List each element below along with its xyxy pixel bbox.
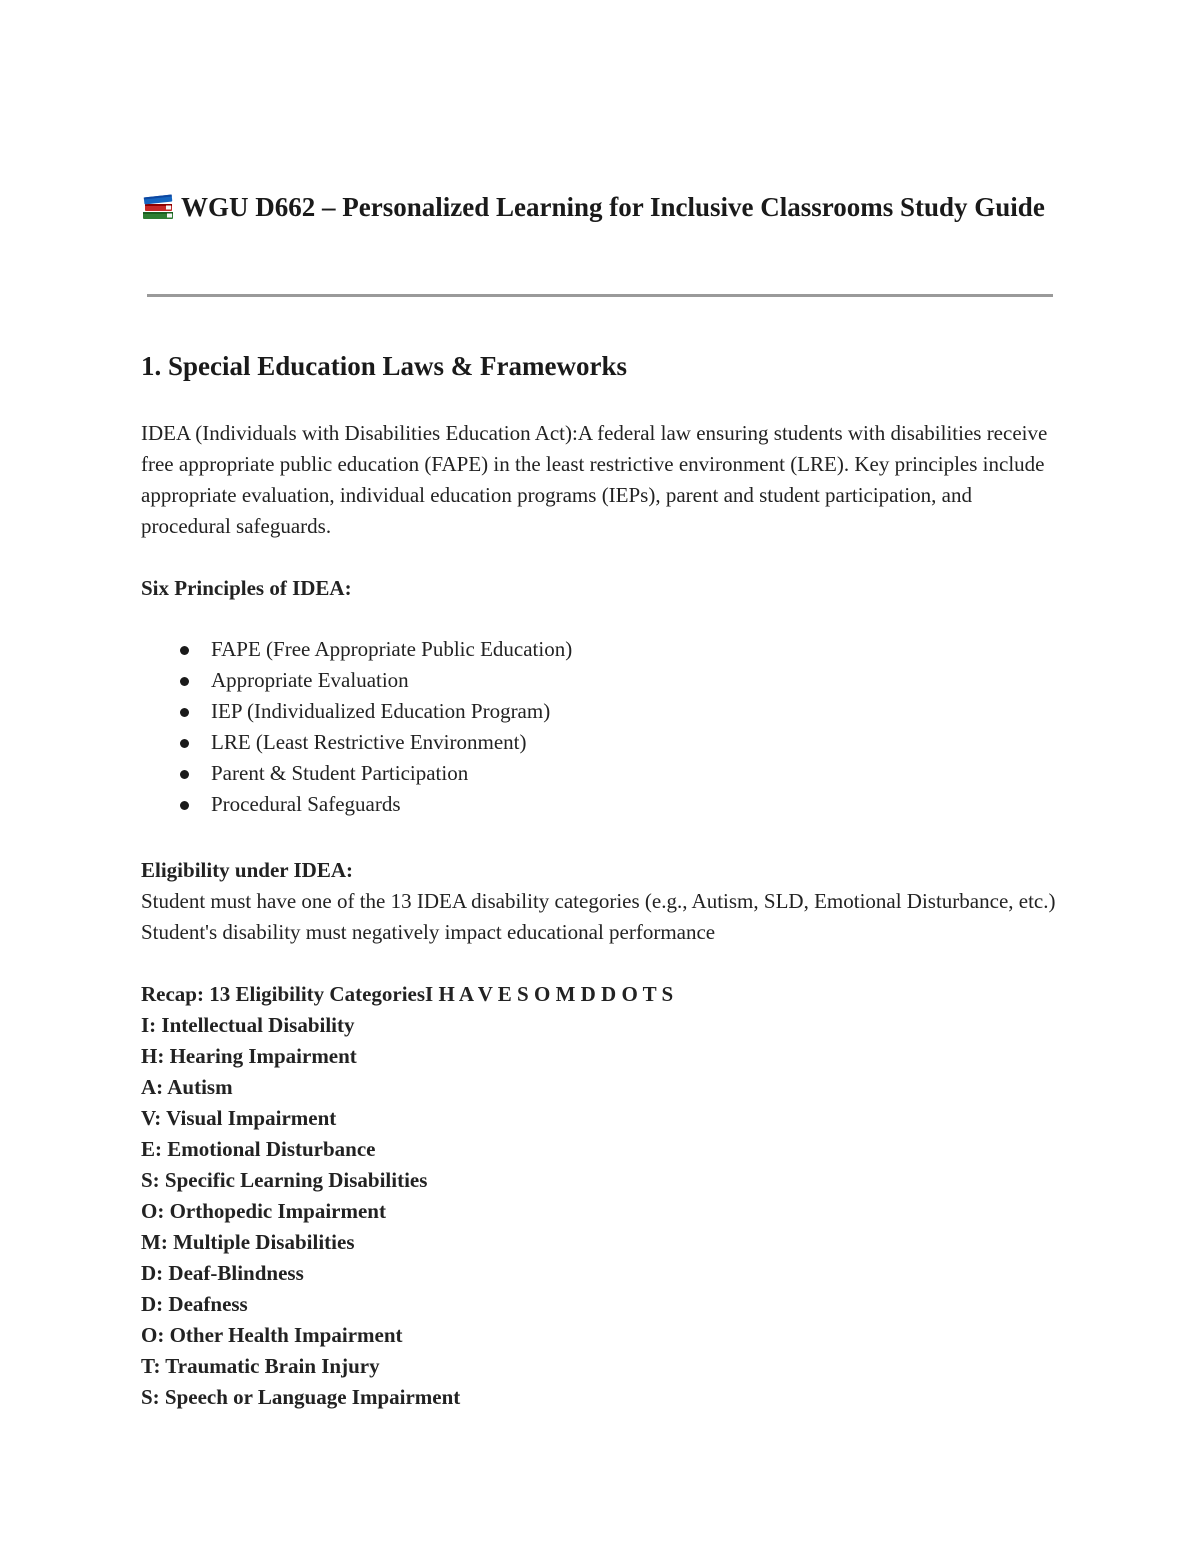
bullet-icon	[180, 708, 189, 717]
eligibility-heading: Eligibility under IDEA:	[141, 858, 353, 882]
document-title	[141, 188, 1061, 226]
list-item: D: Deafness	[141, 1292, 248, 1316]
list-item: T: Traumatic Brain Injury	[141, 1354, 380, 1378]
bullet-icon	[180, 739, 189, 748]
list-item: O: Orthopedic Impairment	[141, 1199, 386, 1223]
horizontal-divider	[147, 294, 1053, 297]
list-item: Parent & Student Participation	[141, 758, 572, 789]
list-item: E: Emotional Disturbance	[141, 1137, 376, 1161]
list-item: Procedural Safeguards	[141, 789, 572, 820]
list-item: LRE (Least Restrictive Environment)	[141, 727, 572, 758]
list-item: IEP (Individualized Education Program)	[141, 696, 572, 727]
list-item: FAPE (Free Appropriate Public Education)	[141, 634, 572, 665]
document-page	[141, 188, 1061, 1409]
list-item: A: Autism	[141, 1075, 233, 1099]
bullet-icon	[180, 770, 189, 779]
books-icon	[141, 192, 175, 220]
list-item: D: Deaf-Blindness	[141, 1261, 304, 1285]
list-item: S: Speech or Language Impairment	[141, 1385, 461, 1409]
list-item: O: Other Health Impairment	[141, 1323, 403, 1347]
recap-heading: Recap: 13 Eligibility CategoriesI H A V E S O M D D O T S	[141, 982, 674, 1006]
principles-list	[141, 634, 572, 820]
section-heading: 1. Special Education Laws & Frameworks	[141, 351, 627, 381]
categories-list	[141, 1010, 460, 1413]
bullet-icon	[180, 677, 189, 686]
bullet-icon	[180, 646, 189, 655]
bullet-icon	[180, 801, 189, 810]
list-item: S: Specific Learning Disabilities	[141, 1168, 428, 1192]
list-item: Appropriate Evaluation	[141, 665, 572, 696]
eligibility-text: Student must have one of the 13 IDEA disability categories (e.g., Autism, SLD, Emotional Disturbance, etc.) Student's disability must negatively impact educational performance	[141, 889, 1056, 944]
list-item: H: Hearing Impairment	[141, 1044, 357, 1068]
principles-heading: Six Principles of IDEA:	[141, 576, 352, 600]
document-title-text: WGU D662 – Personalized Learning for Inclusive Classrooms Study Guide	[181, 192, 1045, 222]
list-item: I: Intellectual Disability	[141, 1013, 355, 1037]
idea-paragraph: IDEA (Individuals with Disabilities Education Act):A federal law ensuring students with disabilities receive free appropriate public education (FAPE) in the least restrictive environment (LRE). Key principles include appropriate evaluation, individual education programs (IEPs), parent and student participation, and procedural safeguards.	[141, 421, 1048, 538]
list-item: M: Multiple Disabilities	[141, 1230, 355, 1254]
list-item: V: Visual Impairment	[141, 1106, 337, 1130]
